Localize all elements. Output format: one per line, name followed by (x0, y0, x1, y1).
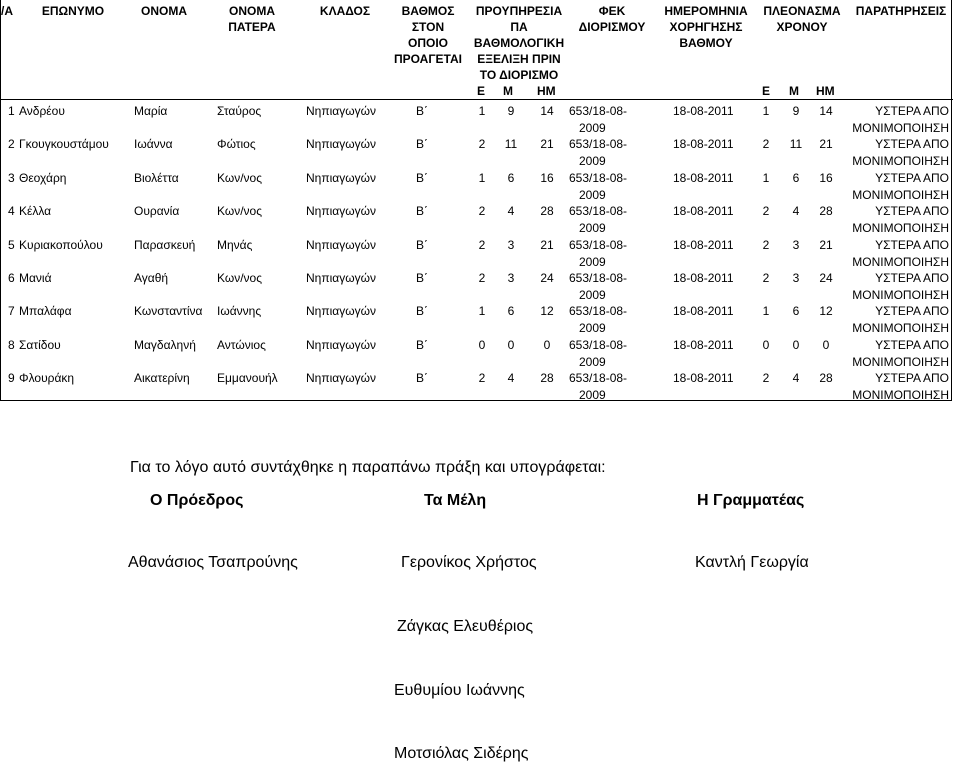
cell-hm: 16 (540, 170, 554, 185)
cell-remarks-cont: ΜΟΝΙΜΟΠΟΙΗΣΗ (852, 221, 949, 236)
cell-name: Κωνσταντίνα (134, 304, 203, 319)
cell-e: 2 (478, 237, 486, 252)
cell-surname: Ανδρέου (19, 104, 65, 118)
header-grade: ΒΑΘΜΟΣ ΣΤΟΝ ΟΠΟΙΟ ΠΡΟΑΓΕΤΑΙ (393, 4, 462, 66)
cell-surname: Γκουγκουστάμου (19, 137, 109, 152)
cell-shm: 0 (822, 337, 830, 352)
member-name-3: Ευθυμίου Ιωάννης (394, 682, 525, 699)
header-remarks: ΠΑΡΑΤΗΡΗΣΕΙΣ (855, 4, 947, 18)
cell-m: 11 (504, 137, 518, 152)
cell-sm: 6 (792, 304, 800, 319)
header-prior-service: ΠΡΟΥΠΗΡΕΣΙΑ ΠΑ ΒΑΘΜΟΛΟΓΙΚΗ ΕΞΕΛΙΞΗ ΠΡΙΝ ΤΟ ΔΙΟΡΙΣΜΟ (473, 4, 565, 82)
header-surplus-hm: ΗΜ (816, 84, 835, 98)
cell-hm: 14 (540, 104, 554, 118)
cell-name: Μαγδαληνή (134, 337, 196, 352)
cell-remarks: ΥΣΤΕΡΑ ΑΠΟ (875, 170, 949, 185)
cell-father: Ιωάννης (217, 304, 262, 319)
cell-shm: 16 (819, 170, 833, 185)
cell-remarks-cont: ΜΟΝΙΜΟΠΟΙΗΣΗ (852, 187, 949, 202)
cell-father: Κων/νος (217, 204, 263, 219)
cell-fek-year: 2009 (579, 388, 606, 403)
cell-grade: Β΄ (416, 204, 428, 219)
cell-n: 6 (8, 271, 15, 285)
cell-remarks-cont: ΜΟΝΙΜΟΠΟΙΗΣΗ (852, 254, 949, 269)
cell-fek: 653/18-08- (569, 337, 628, 352)
cell-fek: 653/18-08- (569, 137, 628, 152)
members-title: Τα Μέλη (424, 492, 487, 509)
cell-shm: 28 (819, 204, 833, 219)
cell-date: 18-08-2011 (673, 337, 734, 352)
cell-surname: Φλουράκη (19, 371, 75, 386)
cell-se: 1 (762, 104, 770, 118)
cell-m: 0 (507, 337, 515, 352)
cell-n: 3 (8, 170, 15, 185)
cell-name: Αικατερίνη (134, 371, 190, 386)
cell-sm: 4 (792, 371, 800, 386)
secretary-name: Καντλή Γεωργία (695, 554, 809, 571)
header-surplus: ΠΛΕΟΝΑΣΜΑ ΧΡΟΝΟΥ (763, 4, 841, 34)
cell-name: Αγαθή (134, 271, 169, 285)
header-surname: ΕΠΩΝΥΜΟ (41, 4, 105, 18)
cell-sm: 0 (792, 337, 800, 352)
cell-branch: Νηπιαγωγών (306, 304, 376, 319)
header-prior-e: Ε (477, 84, 486, 98)
cell-grade: Β΄ (416, 304, 428, 319)
cell-remarks: ΥΣΤΕΡΑ ΑΠΟ (875, 371, 949, 386)
header-prior-hm: ΗΜ (537, 84, 556, 98)
cell-sm: 3 (792, 271, 800, 285)
cell-sm: 3 (792, 237, 800, 252)
cell-hm: 24 (540, 271, 554, 285)
cell-fek: 653/18-08- (569, 204, 628, 219)
cell-date: 18-08-2011 (673, 371, 734, 386)
cell-surname: Κέλλα (19, 204, 52, 219)
cell-e: 1 (478, 170, 486, 185)
cell-remarks: ΥΣΤΕΡΑ ΑΠΟ (875, 204, 949, 219)
header-divider (1, 99, 953, 100)
header-prior-m: Μ (503, 84, 513, 98)
cell-e: 2 (478, 371, 486, 386)
header-aa: /Α (1, 4, 13, 18)
cell-branch: Νηπιαγωγών (306, 271, 376, 285)
cell-e: 0 (478, 337, 486, 352)
cell-n: 8 (8, 337, 15, 352)
cell-father: Σταύρος (217, 104, 262, 118)
cell-surname: Θεοχάρη (19, 170, 67, 185)
cell-shm: 21 (819, 237, 833, 252)
cell-branch: Νηπιαγωγών (306, 170, 376, 185)
cell-grade: Β΄ (416, 237, 428, 252)
cell-name: Μαρία (134, 104, 168, 118)
cell-se: 2 (762, 237, 770, 252)
cell-fek: 653/18-08- (569, 371, 628, 386)
cell-fek-year: 2009 (579, 254, 606, 269)
cell-e: 1 (478, 304, 486, 319)
cell-father: Φώτιος (217, 137, 256, 152)
president-title: Ο Πρόεδρος (150, 492, 244, 509)
cell-se: 2 (762, 271, 770, 285)
header-fek: ΦΕΚ ΔΙΟΡΙΣΜΟΥ (578, 4, 646, 34)
cell-e: 2 (478, 204, 486, 219)
header-surplus-e: Ε (762, 84, 771, 98)
cell-e: 1 (478, 104, 486, 118)
cell-grade: Β΄ (416, 371, 428, 386)
cell-date: 18-08-2011 (673, 204, 734, 219)
cell-m: 4 (507, 204, 515, 219)
cell-remarks: ΥΣΤΕΡΑ ΑΠΟ (875, 137, 949, 152)
cell-branch: Νηπιαγωγών (306, 371, 376, 386)
cell-se: 2 (762, 137, 770, 152)
cell-se: 1 (762, 170, 770, 185)
cell-name: Βιολέττα (134, 170, 179, 185)
cell-branch: Νηπιαγωγών (306, 204, 376, 219)
cell-e: 2 (478, 137, 486, 152)
member-name-2: Ζάγκας Ελευθέριος (397, 618, 534, 635)
cell-remarks: ΥΣΤΕΡΑ ΑΠΟ (875, 271, 949, 285)
cell-name: Ιωάννα (134, 137, 173, 152)
cell-surname: Μπαλάφα (19, 304, 72, 319)
cell-fek: 653/18-08- (569, 237, 628, 252)
cell-grade: Β΄ (416, 337, 428, 352)
cell-branch: Νηπιαγωγών (306, 237, 376, 252)
cell-grade: Β΄ (416, 170, 428, 185)
cell-shm: 21 (819, 137, 833, 152)
header-branch: ΚΛΑΔΟΣ (319, 4, 371, 18)
cell-shm: 28 (819, 371, 833, 386)
cell-shm: 14 (819, 104, 833, 118)
cell-n: 5 (8, 237, 15, 252)
cell-date: 18-08-2011 (673, 304, 734, 319)
cell-remarks-cont: ΜΟΝΙΜΟΠΟΙΗΣΗ (852, 354, 949, 369)
closing-statement: Για το λόγο αυτό συντάχθηκε η παραπάνω πράξη και υπογράφεται: (130, 459, 606, 476)
cell-fek: 653/18-08- (569, 104, 628, 118)
cell-branch: Νηπιαγωγών (306, 137, 376, 152)
cell-remarks: ΥΣΤΕΡΑ ΑΠΟ (875, 104, 949, 118)
cell-n: 2 (8, 137, 15, 152)
header-surplus-m: Μ (789, 84, 799, 98)
member-name-4: Μοτσιόλας Σιδέρης (394, 745, 529, 762)
cell-fek-year: 2009 (579, 121, 606, 135)
cell-date: 18-08-2011 (673, 104, 734, 118)
cell-branch: Νηπιαγωγών (306, 337, 376, 352)
cell-remarks-cont: ΜΟΝΙΜΟΠΟΙΗΣΗ (852, 121, 949, 135)
cell-se: 1 (762, 304, 770, 319)
member-name-1: Γερονίκος Χρήστος (401, 554, 537, 571)
cell-father: Αντώνιος (217, 337, 266, 352)
cell-fek-year: 2009 (579, 221, 606, 236)
cell-m: 3 (507, 271, 515, 285)
cell-m: 6 (507, 170, 515, 185)
cell-hm: 12 (540, 304, 554, 319)
cell-fek: 653/18-08- (569, 271, 628, 285)
cell-remarks: ΥΣΤΕΡΑ ΑΠΟ (875, 237, 949, 252)
cell-n: 4 (8, 204, 15, 219)
cell-hm: 28 (540, 371, 554, 386)
cell-se: 0 (762, 337, 770, 352)
cell-m: 3 (507, 237, 515, 252)
cell-n: 1 (8, 104, 15, 118)
cell-father: Εμμανουήλ (217, 371, 278, 386)
cell-m: 4 (507, 371, 515, 386)
cell-name: Παρασκευή (134, 237, 196, 252)
cell-grade: Β΄ (416, 137, 428, 152)
cell-fek-year: 2009 (579, 288, 606, 302)
cell-remarks-cont: ΜΟΝΙΜΟΠΟΙΗΣΗ (852, 388, 949, 403)
cell-sm: 11 (789, 137, 803, 152)
cell-shm: 12 (819, 304, 833, 319)
cell-surname: Μανιά (19, 271, 52, 285)
cell-date: 18-08-2011 (673, 237, 734, 252)
cell-shm: 24 (819, 271, 833, 285)
cell-m: 6 (507, 304, 515, 319)
cell-n: 7 (8, 304, 15, 319)
president-name: Αθανάσιος Τσαπρούνης (128, 554, 298, 571)
cell-father: Μηνάς (217, 237, 253, 252)
cell-sm: 4 (792, 204, 800, 219)
cell-fek: 653/18-08- (569, 304, 628, 319)
cell-remarks: ΥΣΤΕΡΑ ΑΠΟ (875, 304, 949, 319)
cell-n: 9 (8, 371, 15, 386)
cell-remarks-cont: ΜΟΝΙΜΟΠΟΙΗΣΗ (852, 288, 949, 302)
cell-father: Κων/νος (217, 170, 263, 185)
cell-se: 2 (762, 204, 770, 219)
cell-surname: Κυριακοπούλου (19, 237, 103, 252)
cell-e: 2 (478, 271, 486, 285)
cell-date: 18-08-2011 (673, 137, 734, 152)
cell-name: Ουρανία (134, 204, 180, 219)
cell-hm: 0 (543, 337, 551, 352)
cell-remarks-cont: ΜΟΝΙΜΟΠΟΙΗΣΗ (852, 321, 949, 336)
header-father: ΟΝΟΜΑ ΠΑΤΕΡΑ (228, 4, 276, 34)
cell-branch: Νηπιαγωγών (306, 104, 376, 118)
header-name: ΟΝΟΜΑ (141, 4, 187, 18)
cell-date: 18-08-2011 (673, 170, 734, 185)
secretary-title: Η Γραμματέας (697, 492, 805, 509)
cell-hm: 28 (540, 204, 554, 219)
cell-surname: Σατίδου (19, 337, 61, 352)
cell-remarks-cont: ΜΟΝΙΜΟΠΟΙΗΣΗ (852, 154, 949, 169)
cell-fek-year: 2009 (579, 354, 606, 369)
cell-date: 18-08-2011 (673, 271, 734, 285)
cell-grade: Β΄ (416, 104, 428, 118)
cell-fek-year: 2009 (579, 154, 606, 169)
cell-fek: 653/18-08- (569, 170, 628, 185)
cell-remarks: ΥΣΤΕΡΑ ΑΠΟ (875, 337, 949, 352)
cell-sm: 9 (792, 104, 800, 118)
cell-hm: 21 (540, 237, 554, 252)
cell-grade: Β΄ (416, 271, 428, 285)
cell-fek-year: 2009 (579, 187, 606, 202)
cell-se: 2 (762, 371, 770, 386)
cell-m: 9 (507, 104, 515, 118)
cell-sm: 6 (792, 170, 800, 185)
cell-hm: 21 (540, 137, 554, 152)
cell-father: Κων/νος (217, 271, 263, 285)
cell-fek-year: 2009 (579, 321, 606, 336)
header-grant-date: ΗΜΕΡΟΜΗΝΙΑ ΧΟΡΗΓΗΣΗΣ ΒΑΘΜΟΥ (664, 4, 748, 50)
